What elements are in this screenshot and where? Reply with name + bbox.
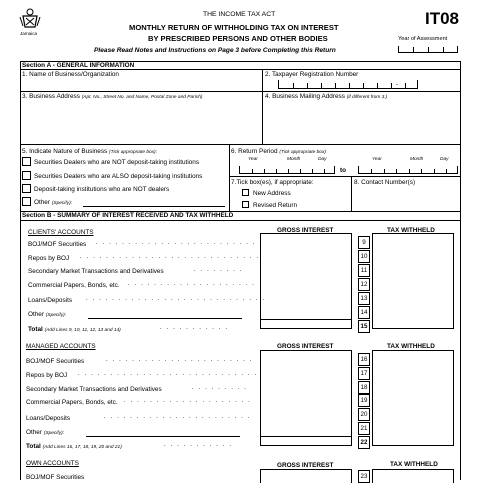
managed-row-label: Commercial Papers, Bonds, etc. [26, 399, 118, 406]
return-period-label: 6. Return Period (Tick appropriate box) [231, 148, 326, 155]
business-name-field[interactable] [21, 70, 262, 90]
jamaica-coat-of-arms-icon [18, 6, 42, 30]
managed-accounts-heading: MANAGED ACCOUNTS [26, 343, 96, 350]
business-address-field[interactable] [21, 100, 261, 143]
line-number: 12 [358, 278, 370, 291]
managed-row-label: Other (Specify): [26, 429, 65, 436]
line-number: 21 [358, 422, 370, 435]
from-year-label: Year [248, 157, 258, 162]
nature-option-label: Deposit-taking institutions who are NOT dealers [34, 186, 170, 193]
tax-withheld-header: TAX WITHHELD [387, 227, 435, 234]
trn-field[interactable]: - [278, 80, 418, 89]
section-b-title: Section B - SUMMARY OF INTEREST RECEIVED AND TAX WITHHELD [22, 212, 234, 219]
return-period-from-field[interactable] [239, 166, 335, 174]
line-number: 9 [358, 236, 370, 249]
managed-row-label: BOJ/MOF Securities [26, 358, 85, 365]
clients-gross-interest-column[interactable] [260, 233, 352, 329]
from-month-label: Month [287, 157, 301, 162]
section-a-title: Section A - GENERAL INFORMATION [22, 62, 135, 69]
line-number: 16 [358, 353, 370, 366]
trn-label: 2. Taxpayer Registration Number [265, 71, 359, 78]
mailing-address-field[interactable] [263, 100, 459, 143]
form-code: IT08 [425, 9, 460, 28]
line-number: 18 [358, 381, 370, 394]
new-address-checkbox[interactable] [242, 189, 249, 196]
managed-tax-withheld-column[interactable] [372, 350, 454, 446]
business-address-label: 3. Business Address (Apt. No., Street No. and Name, Postal Zone and Parish) [22, 93, 203, 100]
contact-number-field[interactable] [352, 186, 459, 210]
clients-accounts-heading: CLIENTS' ACCOUNTS [28, 229, 94, 236]
gross-interest-header: GROSS INTEREST [277, 227, 334, 234]
nature-checkbox-deposit-institutions[interactable] [22, 184, 31, 193]
nature-option-label: Other (Specify): [34, 199, 73, 206]
own-accounts-heading: OWN ACCOUNTS [26, 460, 79, 467]
line-number: 13 [358, 292, 370, 305]
managed-other-specify-field[interactable] [86, 436, 240, 437]
period-to-label: to [340, 167, 347, 174]
mailing-address-label: 4. Business Mailing Address (if different from 3.) [265, 93, 388, 100]
country-label: Jamaica [20, 31, 38, 36]
nature-checkbox-non-deposit-dealers[interactable] [22, 157, 31, 166]
managed-total-label: Total (Add Lines 16, 17, 18, 19, 20 and 21) [26, 443, 122, 450]
own-row-label: BOJ/MOF Securities [26, 474, 85, 481]
to-year-label: Year [372, 157, 382, 162]
managed-row-label: Secondary Market Transactions and Derivatives [26, 386, 162, 393]
gross-interest-header: GROSS INTEREST [277, 462, 334, 469]
nature-option-label: Securities Dealers who are NOT deposit-taking institutions [34, 159, 200, 166]
own-tax-withheld-column[interactable] [372, 469, 454, 483]
clients-tax-withheld-column[interactable] [372, 233, 454, 329]
to-day-label: Day [440, 157, 449, 162]
managed-row-label: Repos by BOJ [26, 372, 68, 379]
act-title: THE INCOME TAX ACT [203, 11, 276, 18]
clients-row-label: BOJ/MOF Securities [28, 241, 87, 248]
line-number: 14 [358, 306, 370, 319]
new-address-label: New Address [253, 190, 291, 197]
gross-interest-header: GROSS INTEREST [277, 343, 334, 350]
nature-of-business-label: 5. Indicate Nature of Business (Tick appropriate box): [22, 148, 157, 155]
nature-checkbox-other[interactable] [22, 197, 31, 206]
tax-withheld-header: TAX WITHHELD [387, 343, 435, 350]
line-number-total: 22 [358, 436, 370, 449]
clients-row-label: Loans/Deposits [28, 297, 73, 304]
line-number: 17 [358, 367, 370, 380]
form-title-line2: BY PRESCRIBED PERSONS AND OTHER BODIES [148, 34, 328, 43]
clients-row-label: Repos by BOJ [28, 255, 70, 262]
form-title-line1: MONTHLY RETURN OF WITHHOLDING TAX ON INTEREST [129, 23, 339, 32]
line-number: 20 [358, 408, 370, 421]
line-number: 23 [358, 470, 370, 483]
tick-boxes-label: 7.Tick box(es), if appropriate: [231, 179, 314, 186]
tax-withheld-header: TAX WITHHELD [390, 461, 438, 468]
line-number-total: 15 [358, 320, 370, 333]
business-name-label: 1. Name of Business/Organization [22, 71, 119, 78]
nature-checkbox-deposit-dealers[interactable] [22, 171, 31, 180]
own-gross-interest-column[interactable] [260, 469, 352, 483]
nature-other-specify-field[interactable] [83, 206, 225, 207]
year-of-assessment-label: Year of Assessment [398, 36, 448, 42]
from-day-label: Day [318, 157, 327, 162]
clients-total-label: Total (Add Lines 9, 10, 11, 12, 13 and 14) [28, 326, 121, 333]
nature-option-label: Securities Dealers who are ALSO deposit-taking institutions [34, 173, 203, 180]
year-of-assessment-field[interactable] [398, 46, 458, 53]
instructions-note: Please Read Notes and Instructions on Page 3 before Completing this Return [94, 47, 336, 54]
managed-row-label: Loans/Deposits [26, 415, 71, 422]
managed-gross-interest-column[interactable] [260, 350, 352, 446]
clients-other-specify-field[interactable] [88, 318, 242, 319]
line-number: 10 [358, 250, 370, 263]
revised-return-label: Revised Return [253, 202, 298, 209]
revised-return-checkbox[interactable] [242, 201, 249, 208]
to-month-label: Month [410, 157, 424, 162]
clients-row-label: Secondary Market Transactions and Derivatives [28, 268, 164, 275]
line-number: 19 [358, 394, 370, 407]
return-period-to-field[interactable] [358, 166, 458, 174]
line-number: 11 [358, 264, 370, 277]
clients-row-label: Other (Specify): [28, 311, 67, 318]
clients-row-label: Commercial Papers, Bonds, etc. [28, 282, 120, 289]
contact-number-label: 8. Contact Number(s) [354, 179, 416, 186]
